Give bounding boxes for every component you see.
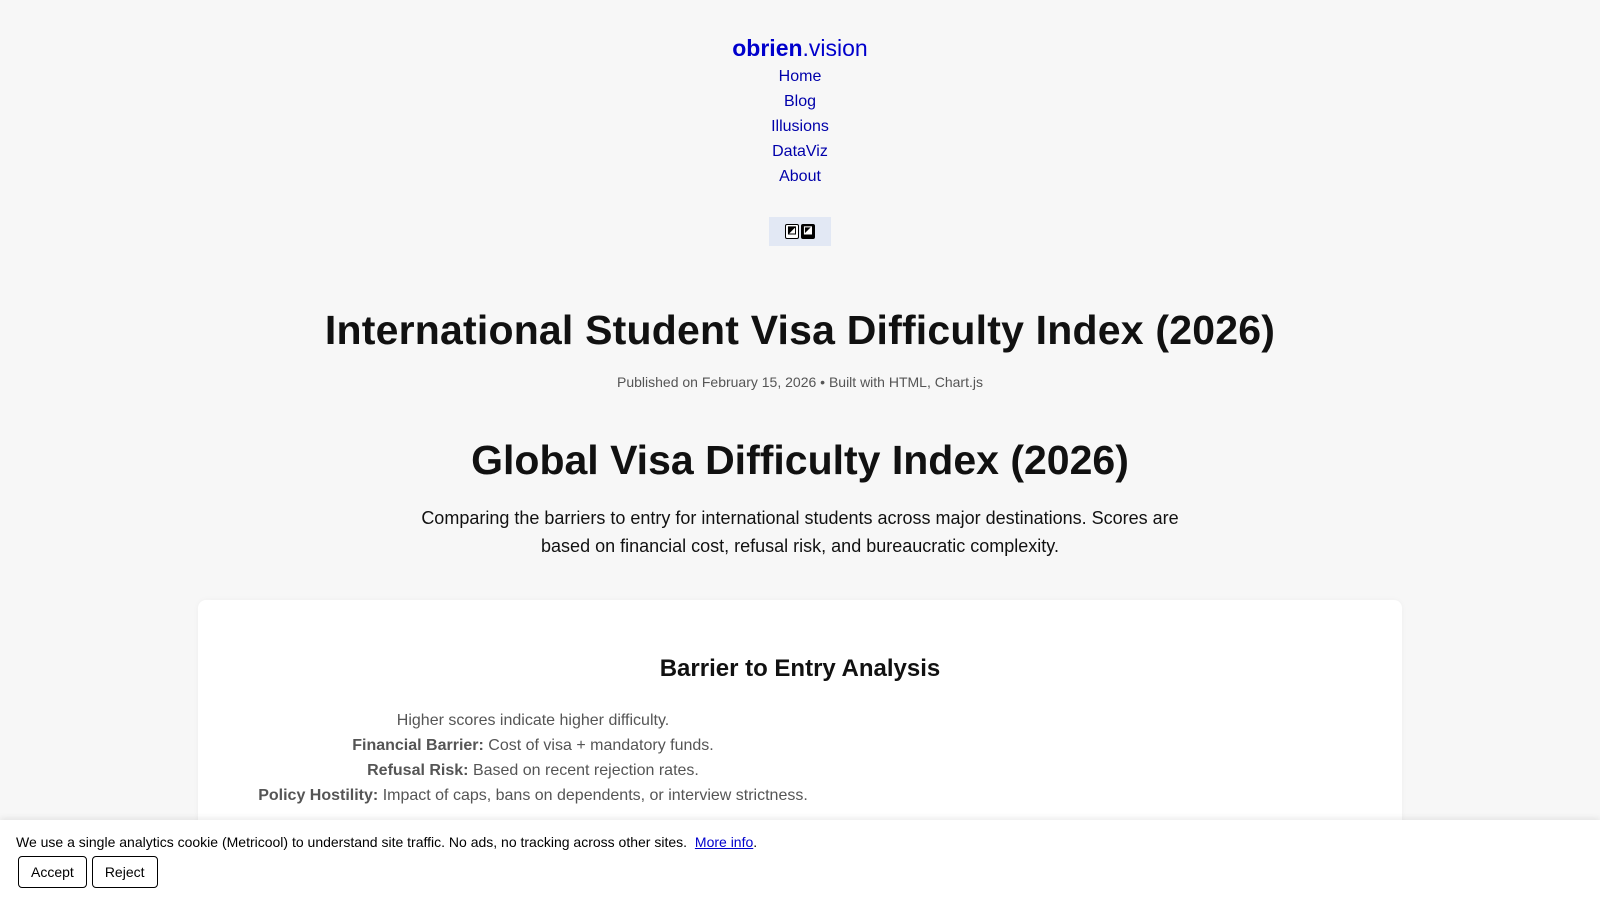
main-nav <box>0 64 1600 189</box>
score-legend <box>253 708 813 808</box>
dark-mode-icon: ◪ <box>801 224 815 239</box>
cookie-more-info-link[interactable]: More info <box>694 834 754 850</box>
legend-label: Refusal Risk: <box>367 762 469 779</box>
nav-blog[interactable]: Blog <box>783 93 817 110</box>
logo-rest: .vision <box>802 35 868 61</box>
card-title: Barrier to Entry Analysis <box>659 655 941 682</box>
legend-label: Policy Hostility: <box>258 787 379 804</box>
cookie-actions <box>16 856 1584 888</box>
cookie-text: We use a single analytics cookie (Metricool) to understand site traffic. No ads, no tracking across other sites. <box>16 834 688 850</box>
legend-item-refusal <box>253 758 813 783</box>
nav-illusions[interactable]: Illusions <box>771 118 829 135</box>
cookie-reject-button[interactable]: Reject <box>92 856 158 888</box>
legend-text: Impact of caps, bans on dependents, or interview strictness. <box>382 787 808 804</box>
score-note: Higher scores indicate higher difficulty. <box>396 712 670 729</box>
site-logo[interactable] <box>732 34 867 62</box>
cookie-message <box>16 834 1584 851</box>
legend-text: Cost of visa + mandatory funds. <box>488 737 714 754</box>
legend-item-policy <box>253 783 813 808</box>
cookie-period: . <box>753 834 758 850</box>
publish-meta: Published on February 15, 2026 • Built with HTML, Chart.js <box>617 374 983 390</box>
light-mode-icon: ◩ <box>785 224 799 239</box>
cookie-accept-button[interactable]: Accept <box>18 856 87 888</box>
page-title: International Student Visa Difficulty Index (2026) <box>324 307 1276 353</box>
theme-toggle-button[interactable] <box>769 217 831 246</box>
legend-label: Financial Barrier: <box>352 737 484 754</box>
legend-item-financial <box>253 733 813 758</box>
legend-text: Based on recent rejection rates. <box>472 762 699 779</box>
logo-bold: obrien <box>732 35 803 61</box>
cookie-banner <box>0 820 1600 900</box>
nav-about[interactable]: About <box>779 168 821 185</box>
section-intro: Comparing the barriers to entry for international students across major destinations. Scores are based on financial cost, refusal risk, and bureaucratic complexity. <box>421 508 1179 556</box>
nav-dataviz[interactable]: DataViz <box>772 143 828 160</box>
section-title: Global Visa Difficulty Index (2026) <box>471 437 1129 483</box>
site-header <box>0 0 1600 246</box>
nav-home[interactable]: Home <box>778 68 822 85</box>
